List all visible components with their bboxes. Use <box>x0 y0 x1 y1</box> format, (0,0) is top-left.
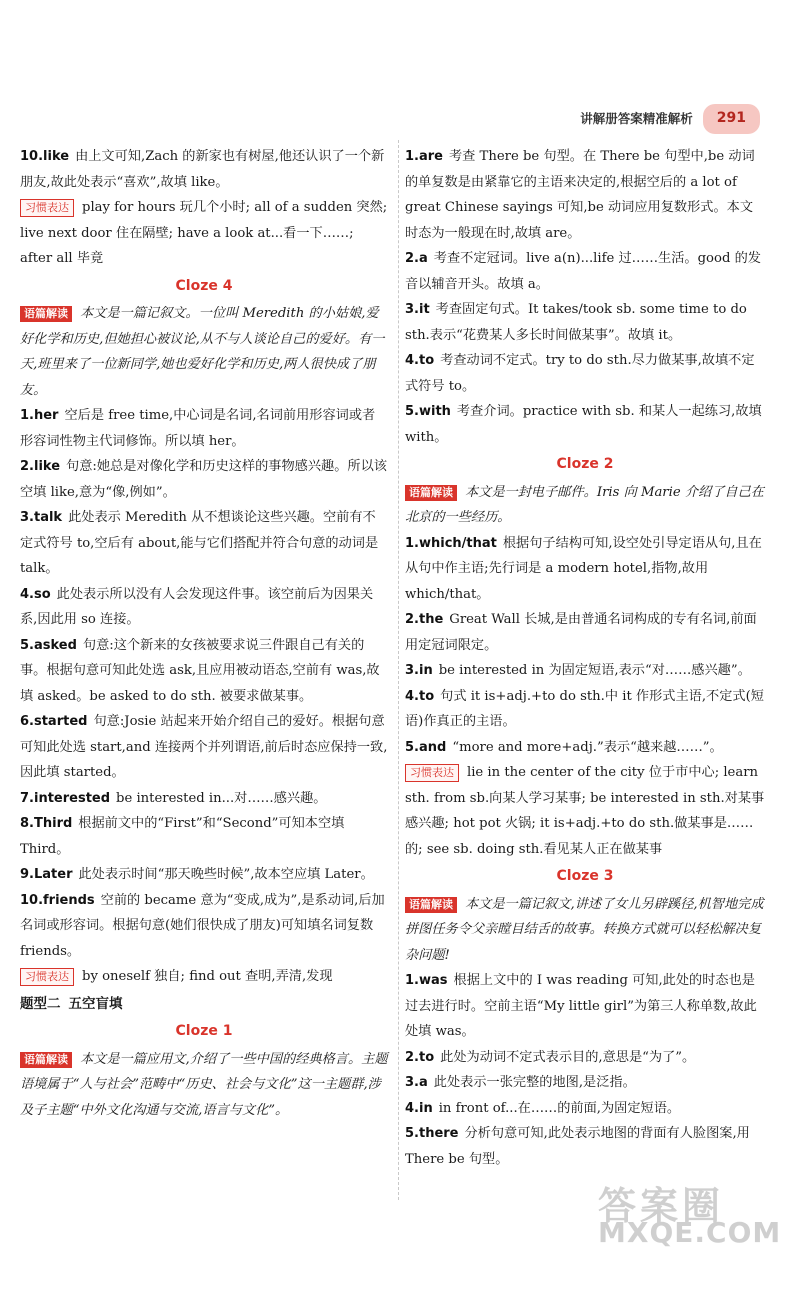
analysis-label: 语篇解读 <box>405 485 457 501</box>
answer-item: 4.so 此处表示所以没有人会发现这件事。该空前后为因果关系,因此用 so 连接。 <box>20 586 374 627</box>
passage-analysis: 语篇解读 本文是一篇记叙文。一位叫 Meredith 的小姑娘,爱好化学和历史,但她担心被议论,从不与人谈论自己的爱好。有一天,班里来了一位新同学,她也爱好化学和历史,两人很快成了朋友。 <box>20 306 385 398</box>
habit-expression: 习惯表达 by oneself 独自; find out 查明,弄清,发现 <box>20 964 388 990</box>
answer-item: 4.to 考查动词不定式。try to do sth.尽力做某事,故填不定式符号 to。 <box>405 353 755 394</box>
answer-item: 2.to 此处为动词不定式表示目的,意思是“为了”。 <box>405 1049 696 1065</box>
cloze-1-title: Cloze 1 <box>175 1023 233 1039</box>
cloze-2-title: Cloze 2 <box>556 456 614 472</box>
answer-item: 3.talk 此处表示 Meredith 从不想谈论这些兴趣。空前有不定式符号 to,空后有 about,能与它们搭配并符合句意的动词是 talk。 <box>20 510 379 576</box>
column-divider <box>398 140 399 1200</box>
answer-item: 5.asked 句意:这个新来的女孩被要求说三件跟自己有关的事。根据句意可知此处选 ask,且应用被动语态,空前有 was,故填 asked。be asked to do sth. 被要求做某事。 <box>20 637 380 704</box>
habit-label: 习惯表达 <box>405 764 459 782</box>
answer-item: 3.it 考查固定句式。It takes/took sb. some time to do sth.表示“花费某人多长时间做某事”。故填 it。 <box>405 302 747 343</box>
answer-item: 3.in be interested in 为固定短语,表示“对……感兴趣”。 <box>405 663 751 678</box>
answer-item: 6.started 句意:Josie 站起来开始介绍自己的爱好。根据句意可知此处选 start,and 连接两个并列谓语,前后时态应保持一致,因此填 started。 <box>20 714 388 780</box>
answer-item: 7.interested be interested in...对……感兴趣。 <box>20 790 327 806</box>
answer-item: 1.was 根据上文中的 I was reading 可知,此处的时态也是过去进行时。空前主语“My little girl”为第三人称单数,故此处填 was。 <box>405 973 757 1039</box>
answer-item: 5.with 考查介词。practice with sb. 和某人一起练习,故填 with。 <box>405 404 762 445</box>
cloze-3-title: Cloze 3 <box>556 868 614 884</box>
left-column <box>20 144 388 1123</box>
answer-item: 10.like 由上文可知,Zach 的新家也有树屋,他还认识了一个新朋友,故此处表示“喜欢”,故填 like。 <box>20 149 385 190</box>
answer-item: 4.to 句式 it is+adj.+to do sth.中 it 作形式主语,不定式(短语)作真正的主语。 <box>405 688 764 729</box>
answer-item: 5.and “more and more+adj.”表示“越来越……”。 <box>405 739 723 755</box>
analysis-label: 语篇解读 <box>405 897 457 913</box>
watermark <box>598 1184 782 1290</box>
passage-analysis: 语篇解读 本文是一篇应用文,介绍了一些中国的经典格言。主题语境属于“人与社会”范畴中“历史、社会与文化”这一主题群,涉及子主题“中外文化沟通与交流,语言与文化”。 <box>20 1051 388 1118</box>
answer-item: 1.which/that 根据句子结构可知,设空处引导定语从句,且在从句中作主语;先行词是 a modern hotel,指物,故用 which/that。 <box>405 535 762 602</box>
answer-item: 8.Third 根据前文中的“First”和“Second”可知本空填 Third。 <box>20 816 345 857</box>
watermark-site: MXQE.COM <box>598 1215 782 1249</box>
analysis-label: 语篇解读 <box>20 1052 72 1068</box>
watermark-logo: 答案圈 <box>598 1184 725 1228</box>
answer-item: 9.Later 此处表示时间“那天晚些时候”,故本空应填 Later。 <box>20 867 374 882</box>
page-header <box>580 104 760 134</box>
page-number-badge: 291 <box>703 104 760 134</box>
cloze-4-title: Cloze 4 <box>175 277 233 294</box>
habit-expression: 习惯表达 lie in the center of the city 位于市中心; learn sth. from sb.向某人学习某事; be interested in sth.对某事感兴趣; hot pot 火锅; it is+adj.+to do sth.做某事是……的; see sb. doing sth.看见某人正在做某事 <box>405 765 765 857</box>
header-title: 讲解册答案精准解析 <box>580 111 693 126</box>
habit-expression: 习惯表达 play for hours 玩几个小时; all of a sudden 突然; live next door 住在隔壁; have a look at...看一下……; after all 毕竟 <box>20 200 388 266</box>
answer-item: 10.friends 空前的 became 意为“变成,成为”,是系动词,后加名词或形容词。根据句意(她们很快成了朋友)可知填名词复数 friends。 <box>20 892 385 959</box>
passage-analysis: 语篇解读 本文是一封电子邮件。Iris 向 Marie 介绍了自己在北京的一些经历。 <box>405 484 764 525</box>
answer-item: 1.are 考查 There be 句型。在 There be 句型中,be 动词的单复数是由紧靠它的主语来决定的,根据空后的 a lot of great Chinese sayings 可知,be 动词应用复数形式。本文时态为一般现在时,故填 are。 <box>405 149 755 241</box>
answer-item: 2.the Great Wall 长城,是由普通名词构成的专有名词,前面用定冠词限定。 <box>405 612 757 653</box>
answer-item: 5.there 分析句意可知,此处表示地图的背面有人脸图案,用 There be 句型。 <box>405 1126 750 1167</box>
right-column <box>405 144 765 1172</box>
answer-item: 4.in in front of...在……的前面,为固定短语。 <box>405 1100 681 1116</box>
answer-item: 3.a 此处表示一张完整的地图,是泛指。 <box>405 1075 636 1090</box>
answer-item: 2.like 句意:她总是对像化学和历史这样的事物感兴趣。所以该空填 like,意为“像,例如”。 <box>20 459 387 500</box>
answer-item: 2.a 考查不定冠词。live a(n)...life 过……生活。good 的发音以辅音开头。故填 a。 <box>405 251 761 292</box>
passage-analysis: 语篇解读 本文是一篇记叙文,讲述了女儿另辟蹊径,机智地完成拼图任务令父亲瞠目结舌的故事。转换方式就可以轻松解决复杂问题! <box>405 896 764 963</box>
answer-item: 1.her 空后是 free time,中心词是名词,名词前用形容词或者形容词性物主代词修饰。所以填 her。 <box>20 408 376 449</box>
habit-label: 习惯表达 <box>20 968 74 986</box>
habit-label: 习惯表达 <box>20 199 74 217</box>
analysis-label: 语篇解读 <box>20 306 72 322</box>
section-title: 题型二 五空盲填 <box>20 995 123 1012</box>
